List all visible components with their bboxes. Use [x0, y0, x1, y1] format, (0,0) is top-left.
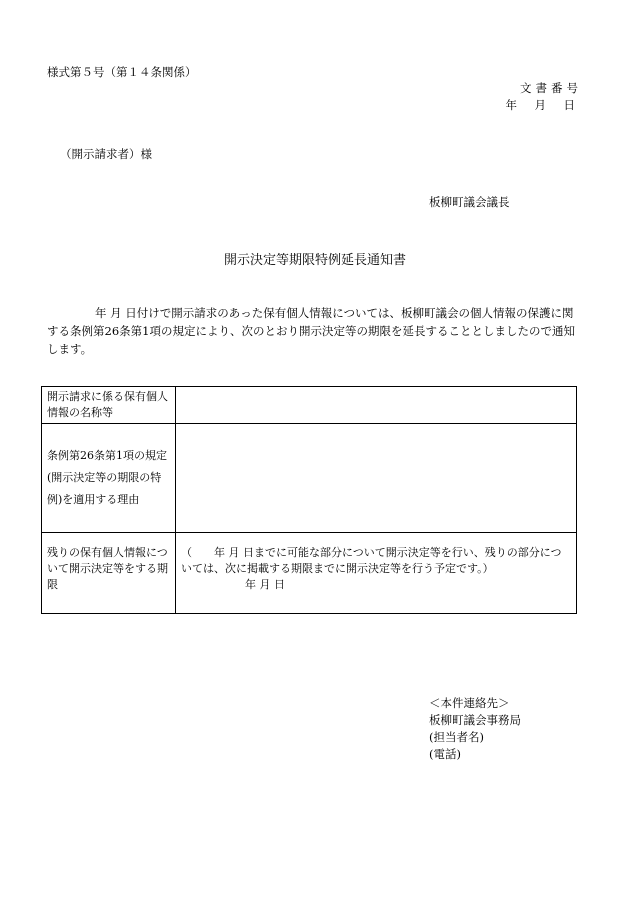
- page-title: 開示決定等期限特例延長通知書: [223, 253, 406, 268]
- document-number-block: [505, 80, 582, 114]
- contact-phone: (電話): [429, 747, 461, 761]
- row-value-deadline: [176, 533, 577, 614]
- deadline-date: 年 月 日: [245, 578, 285, 591]
- deadline-text: （ 年 月 日までに可能な部分について開示決定等を行い、残りの部分については、次に掲載する期限までに開示決定等を行う予定です。）: [181, 546, 562, 575]
- contact-office: 板柳町議会事務局: [429, 713, 521, 727]
- info-table: [41, 386, 577, 614]
- row-label-information-name: 開示請求に係る保有個人情報の名称等: [42, 387, 176, 424]
- contact-person: (担当者名): [429, 730, 484, 744]
- form-number: 様式第５号（第１４条関係）: [47, 65, 197, 79]
- issuer: 板柳町議会議長: [429, 195, 510, 209]
- body-paragraph: 年 月 日付けで開示請求のあった保有個人情報については、板柳町議会の個人情報の保護に関する条例第26条第1項の規定により、次のとおり開示決定等の期限を延長することとしましたので通知します。: [47, 306, 575, 356]
- row-value-reason: [176, 424, 577, 533]
- table-row: [42, 387, 577, 424]
- recipient: （開示請求者）様: [60, 147, 152, 161]
- row-value-information-name: [176, 387, 577, 424]
- document-number-label: 文書番号: [520, 81, 582, 95]
- contact-block: [429, 695, 521, 763]
- document-date-label: 年 月 日: [505, 98, 578, 112]
- contact-heading: ＜本件連絡先＞: [429, 696, 510, 710]
- row-label-deadline: 残りの保有個人情報について開示決定等をする期限: [42, 533, 176, 614]
- row-label-reason: 条例第26条第1項の規定(開示決定等の期限の特例)を適用する理由: [42, 424, 176, 533]
- table-row: [42, 533, 577, 614]
- table-row: [42, 424, 577, 533]
